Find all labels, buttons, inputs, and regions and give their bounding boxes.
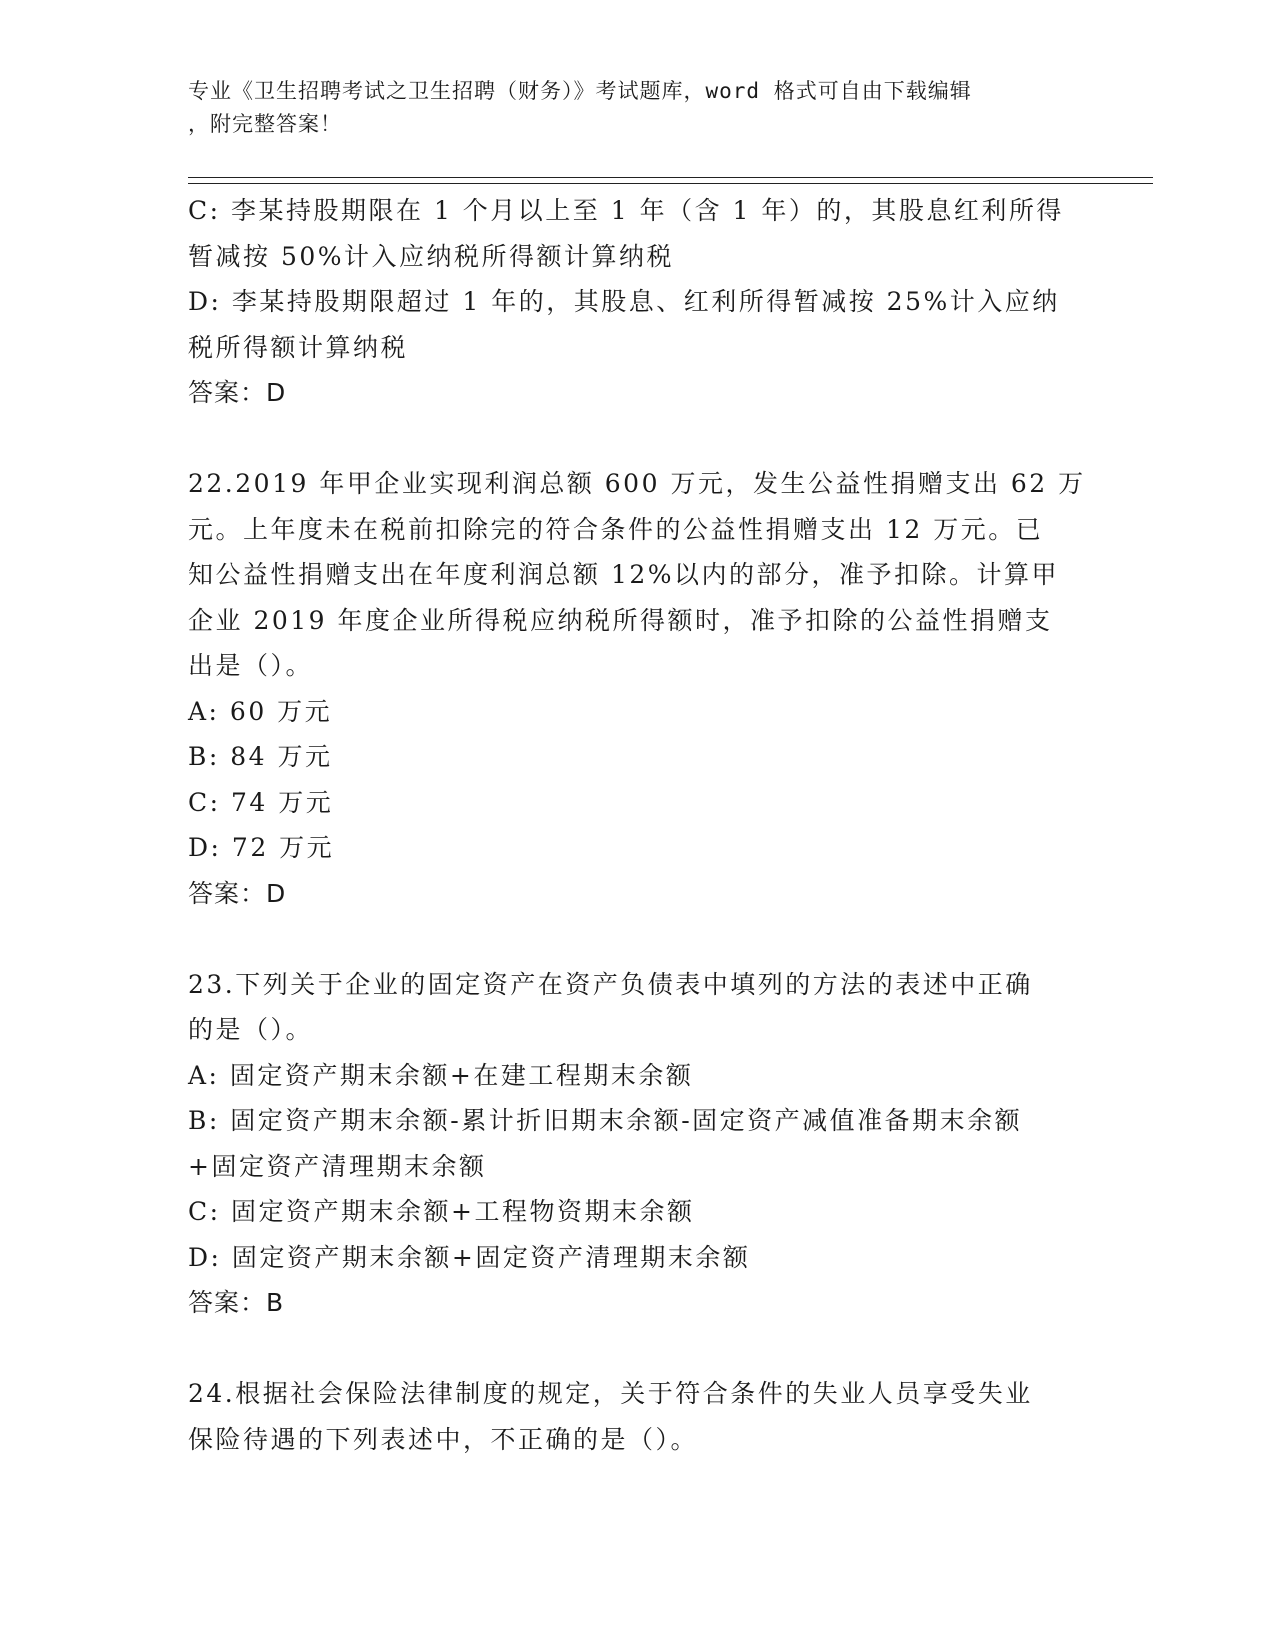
header-rule-bottom — [188, 183, 1153, 184]
question-stem-line: 元。上年度未在税前扣除完的符合条件的公益性捐赠支出 12 万元。已 — [188, 514, 1044, 544]
question-stem-line: 24.根据社会保险法律制度的规定，关于符合条件的失业人员享受失业 — [188, 1379, 1033, 1408]
header-line-2: ，附完整答案！ — [188, 112, 342, 136]
option-c: C: 74 万元 — [188, 787, 334, 817]
option-d: D: 固定资产期末余额+固定资产清理期末余额 — [188, 1242, 751, 1272]
option-b: B: 84 万元 — [188, 742, 333, 771]
question-stem-line: 保险待遇的下列表述中，不正确的是（）。 — [188, 1424, 699, 1454]
question-24 — [188, 1371, 1068, 1462]
question-stem-line: 的是（）。 — [188, 1015, 314, 1044]
answer: 答案：D — [188, 878, 287, 908]
option-a: A: 60 万元 — [188, 696, 333, 726]
question-23 — [188, 962, 1068, 1326]
option-c: C: 固定资产期末余额+工程物资期末余额 — [188, 1197, 695, 1226]
answer: 答案：D — [188, 378, 287, 407]
option-a: A: 固定资产期末余额+在建工程期末余额 — [188, 1060, 694, 1090]
question-stem-line: 知公益性捐赠支出在年度利润总额 12%以内的部分，准予扣除。计算甲 — [188, 560, 1060, 589]
question-stem-line: 22.2019 年甲企业实现利润总额 600 万元，发生公益性捐赠支出 62 万 — [188, 469, 1086, 498]
option-d: D: 72 万元 — [188, 833, 335, 862]
option-c-line-1: C: 李某持股期限在 1 个月以上至 1 年（含 1 年）的，其股息红利所得 — [188, 196, 1064, 225]
option-c-line-2: 暂减按 50%计入应纳税所得额计算纳税 — [188, 241, 675, 271]
document-header — [188, 75, 1068, 141]
question-stem-line: 23.下列关于企业的固定资产在资产负债表中填列的方法的表述中正确 — [188, 969, 1033, 999]
question-22 — [188, 461, 1086, 916]
header-line-1: 专业《卫生招聘考试之卫生招聘（财务）》考试题库，word 格式可自由下载编辑 — [188, 79, 972, 103]
question-21-options — [188, 188, 1068, 416]
option-d-line-2: 税所得额计算纳税 — [188, 332, 409, 362]
answer: 答案：B — [188, 1288, 285, 1317]
header-rule-top — [188, 177, 1153, 178]
option-b-line-2: +固定资产清理期末余额 — [188, 1151, 487, 1181]
question-stem-line: 出是（）。 — [188, 651, 314, 680]
option-d-line-1: D: 李某持股期限超过 1 年的，其股息、红利所得暂减按 25%计入应纳 — [188, 287, 1060, 316]
question-stem-line: 企业 2019 年度企业所得税应纳税所得额时，准予扣除的公益性捐赠支 — [188, 605, 1053, 635]
document-body — [188, 188, 1086, 1462]
option-b-line-1: B: 固定资产期末余额-累计折旧期末余额-固定资产减值准备期末余额 — [188, 1106, 1023, 1135]
